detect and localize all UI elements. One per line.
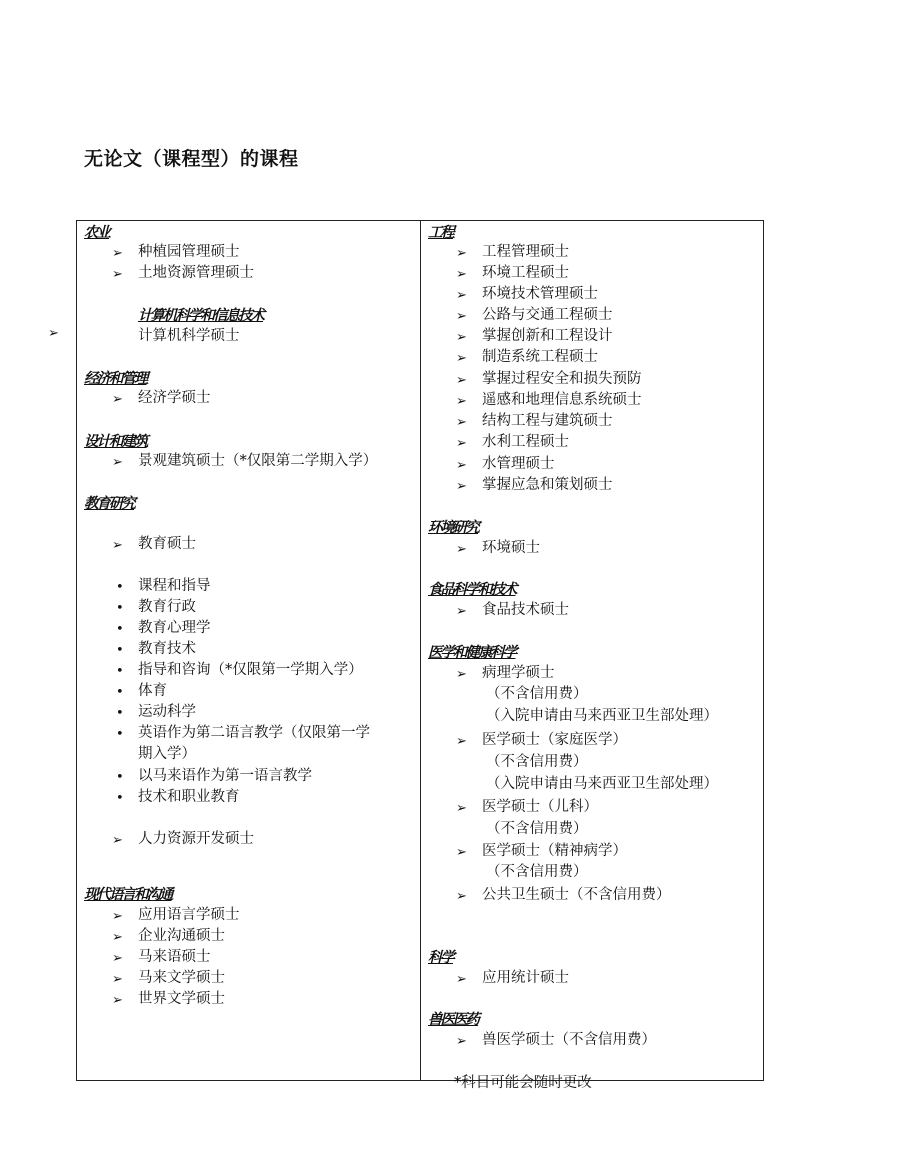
arrow-bullet: ➢ bbox=[112, 993, 123, 1008]
section-heading-computing: 计算机科学和信息技术 bbox=[138, 307, 263, 324]
list-item: 病理学硕士 bbox=[482, 665, 555, 681]
arrow-bullet: ➢ bbox=[456, 972, 467, 987]
arrow-bullet: ➢ bbox=[112, 930, 123, 945]
list-item: 食品技术硕士 bbox=[482, 602, 569, 618]
dot-bullet: • bbox=[116, 601, 124, 616]
dot-bullet: • bbox=[116, 622, 124, 637]
arrow-bullet: ➢ bbox=[112, 909, 123, 924]
arrow-bullet: ➢ bbox=[112, 972, 123, 987]
section-heading-veterinary: 兽医医药 bbox=[428, 1011, 478, 1028]
list-item: 以马来语作为第一语言教学 bbox=[138, 768, 312, 784]
arrow-bullet: ➢ bbox=[112, 951, 123, 966]
section-heading-education: 教育研究 bbox=[84, 495, 134, 512]
dot-bullet: • bbox=[116, 685, 124, 700]
arrow-bullet: ➢ bbox=[112, 267, 123, 282]
section-heading-food: 食品科学和技术 bbox=[428, 581, 516, 598]
arrow-bullet: ➢ bbox=[456, 667, 467, 682]
dot-bullet: • bbox=[116, 770, 124, 785]
list-item: 医学硕士（儿科） bbox=[482, 799, 598, 815]
arrow-bullet: ➢ bbox=[456, 542, 467, 557]
list-item: 掌握过程安全和损失预防 bbox=[482, 371, 642, 387]
list-item: 指导和咨询（*仅限第一学期入学） bbox=[138, 662, 363, 678]
arrow-bullet: ➢ bbox=[456, 351, 467, 366]
dot-bullet: • bbox=[116, 643, 124, 658]
arrow-bullet: ➢ bbox=[456, 373, 467, 388]
page-title: 无论文（课程型）的课程 bbox=[84, 148, 299, 170]
list-item-continuation: 期入学） bbox=[138, 746, 196, 762]
section-heading-medicine: 医学和健康科学 bbox=[428, 644, 516, 661]
arrow-bullet: ➢ bbox=[456, 604, 467, 619]
list-item: 遥感和地理信息系统硕士 bbox=[482, 392, 642, 408]
section-heading-agriculture: 农业 bbox=[84, 224, 109, 241]
section-heading-design: 设计和建筑 bbox=[84, 433, 147, 450]
arrow-bullet: ➢ bbox=[456, 845, 467, 860]
list-item: 课程和指导 bbox=[138, 578, 211, 594]
column-divider bbox=[420, 220, 421, 1081]
list-item: 公共卫生硕士（不含信用费） bbox=[482, 887, 671, 903]
section-heading-economics: 经济和管理 bbox=[84, 370, 147, 387]
list-item: 人力资源开发硕士 bbox=[138, 831, 254, 847]
list-item: 土地资源管理硕士 bbox=[138, 265, 254, 281]
list-item: 工程管理硕士 bbox=[482, 244, 569, 260]
list-item: 掌握创新和工程设计 bbox=[482, 328, 613, 344]
list-item: 水管理硕士 bbox=[482, 456, 555, 472]
dot-bullet: • bbox=[116, 706, 124, 721]
arrow-bullet: ➢ bbox=[112, 833, 123, 848]
list-item: 环境硕士 bbox=[482, 540, 540, 556]
arrow-bullet: ➢ bbox=[456, 801, 467, 816]
list-item-note: （不含信用费） bbox=[486, 686, 588, 702]
list-item: 医学硕士（精神病学） bbox=[482, 843, 627, 859]
list-item: 教育硕士 bbox=[138, 536, 196, 552]
arrow-bullet: ➢ bbox=[456, 1034, 467, 1049]
list-item: 掌握应急和策划硕士 bbox=[482, 477, 613, 493]
dot-bullet: • bbox=[116, 791, 124, 806]
list-item: 体育 bbox=[138, 683, 167, 699]
list-item: 结构工程与建筑硕士 bbox=[482, 413, 613, 429]
arrow-bullet: ➢ bbox=[456, 436, 467, 451]
section-heading-environment: 环境研究 bbox=[428, 519, 478, 536]
list-item: 教育技术 bbox=[138, 641, 196, 657]
footnote: *科目可能会随时更改 bbox=[454, 1075, 592, 1091]
list-item: 兽医学硕士（不含信用费） bbox=[482, 1032, 656, 1048]
list-item: 水利工程硕士 bbox=[482, 434, 569, 450]
list-item: 公路与交通工程硕士 bbox=[482, 307, 613, 323]
arrow-bullet: ➢ bbox=[456, 309, 467, 324]
arrow-bullet: ➢ bbox=[112, 455, 123, 470]
dot-bullet: • bbox=[116, 664, 124, 679]
arrow-bullet: ➢ bbox=[456, 479, 467, 494]
arrow-bullet: ➢ bbox=[456, 288, 467, 303]
list-item: 英语作为第二语言教学（仅限第一学 bbox=[138, 725, 370, 741]
arrow-bullet: ➢ bbox=[456, 267, 467, 282]
list-item: 世界文学硕士 bbox=[138, 991, 225, 1007]
list-item: 应用统计硕士 bbox=[482, 970, 569, 986]
arrow-bullet: ➢ bbox=[456, 734, 467, 749]
dot-bullet: • bbox=[116, 580, 124, 595]
list-item: 环境工程硕士 bbox=[482, 265, 569, 281]
list-item: 技术和职业教育 bbox=[138, 789, 240, 805]
list-item: 应用语言学硕士 bbox=[138, 907, 240, 923]
list-item: 马来语硕士 bbox=[138, 949, 211, 965]
arrow-bullet: ➢ bbox=[456, 458, 467, 473]
section-heading-languages: 现代语言和沟通 bbox=[84, 886, 172, 903]
list-item: 马来文学硕士 bbox=[138, 970, 225, 986]
list-item: 运动科学 bbox=[138, 704, 196, 720]
section-heading-engineering: 工程 bbox=[428, 224, 453, 241]
list-item: 环境技术管理硕士 bbox=[482, 286, 598, 302]
list-item: 教育心理学 bbox=[138, 620, 211, 636]
list-item: 景观建筑硕士（*仅限第二学期入学） bbox=[138, 453, 378, 469]
arrow-bullet: ➢ bbox=[112, 246, 123, 261]
list-item-note: （不含信用费） bbox=[486, 864, 588, 880]
arrow-bullet: ➢ bbox=[456, 415, 467, 430]
arrow-bullet: ➢ bbox=[456, 394, 467, 409]
arrow-bullet: ➢ bbox=[112, 392, 123, 407]
arrow-bullet: ➢ bbox=[456, 246, 467, 261]
list-item: 经济学硕士 bbox=[138, 390, 211, 406]
list-item-note: （不含信用费） bbox=[486, 821, 588, 837]
list-item: 种植园管理硕士 bbox=[138, 244, 240, 260]
arrow-bullet: ➢ bbox=[456, 889, 467, 904]
arrow-bullet: ➢ bbox=[456, 330, 467, 345]
list-item: 企业沟通硕士 bbox=[138, 928, 225, 944]
list-item: 计算机科学硕士 bbox=[138, 328, 240, 344]
arrow-bullet: ➢ bbox=[112, 538, 123, 553]
list-item: 医学硕士（家庭医学） bbox=[482, 732, 627, 748]
margin-arrow-bullet: ➢ bbox=[48, 326, 59, 341]
dot-bullet: • bbox=[116, 727, 124, 742]
list-item-note: （不含信用费） bbox=[486, 754, 588, 770]
list-item: 教育行政 bbox=[138, 599, 196, 615]
section-heading-science: 科学 bbox=[428, 949, 453, 966]
list-item: 制造系统工程硕士 bbox=[482, 349, 598, 365]
list-item-note: （入院申请由马来西亚卫生部处理） bbox=[486, 776, 718, 792]
list-item-note: （入院申请由马来西亚卫生部处理） bbox=[486, 708, 718, 724]
